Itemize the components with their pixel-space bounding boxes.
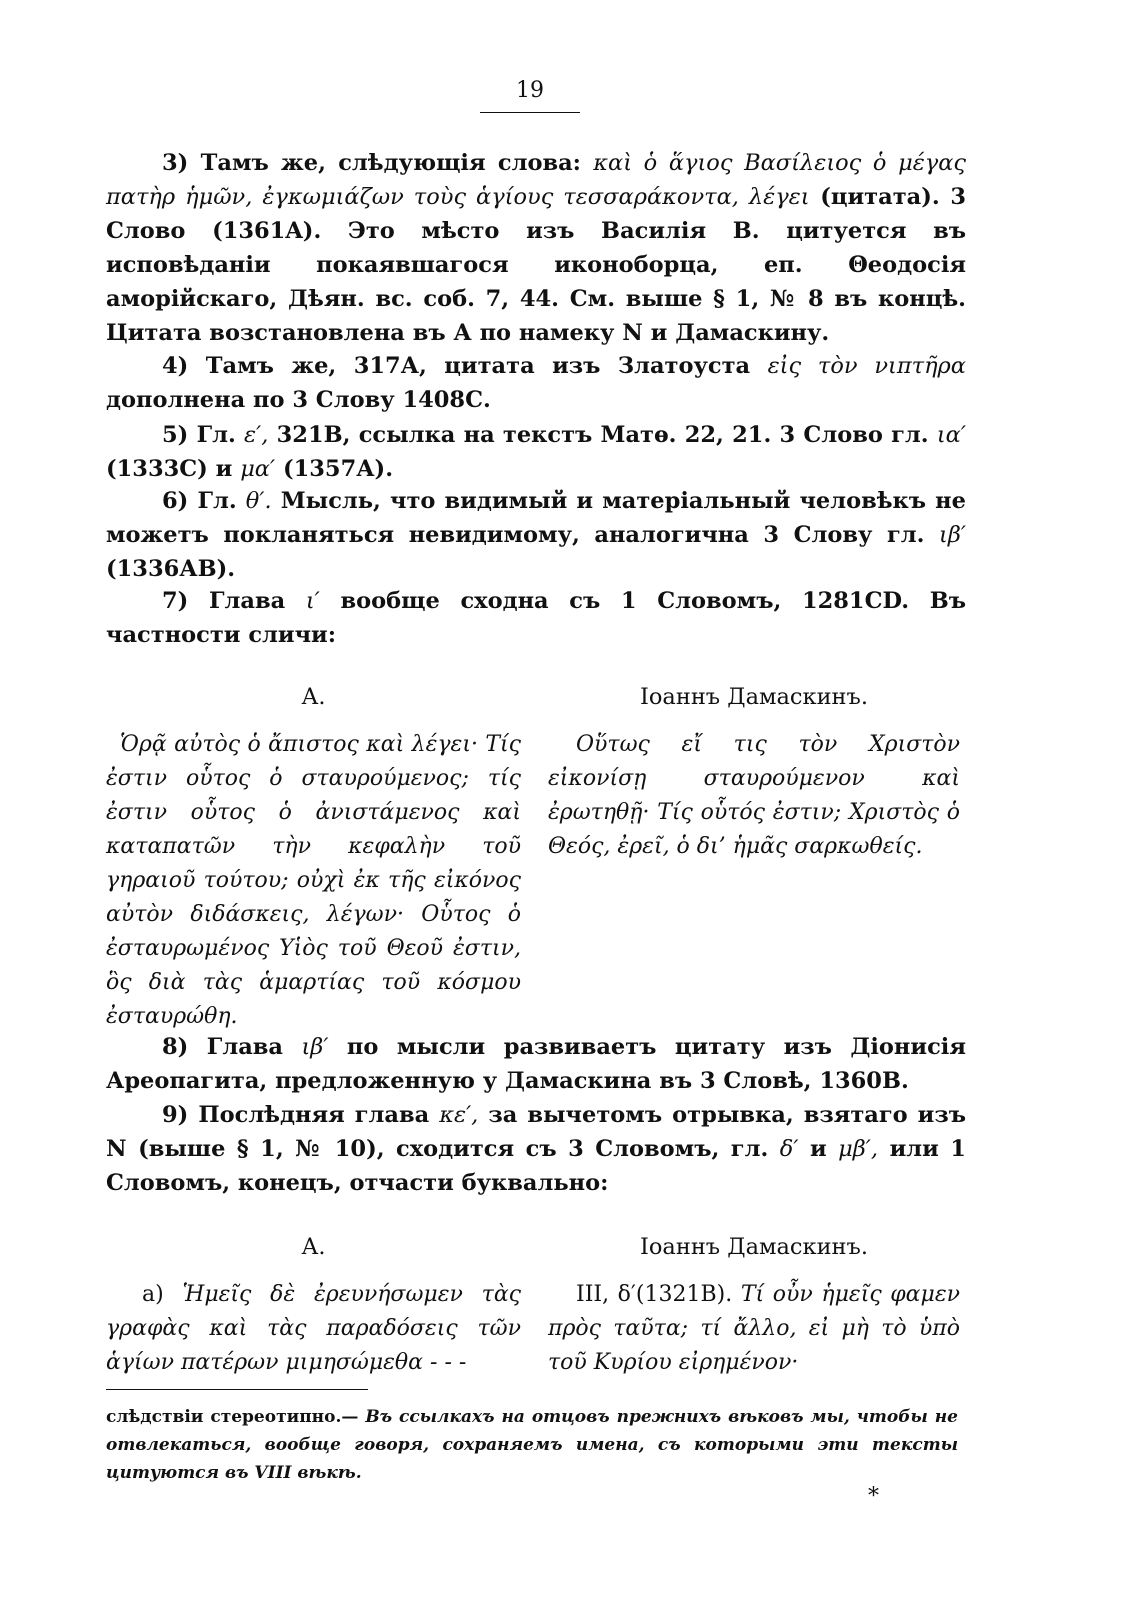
item-3-marker: 3) <box>162 150 189 176</box>
item-6-text-cont-2: (1336АВ). <box>106 556 236 582</box>
footnote-rule <box>106 1389 368 1390</box>
item-6-text: Гл. <box>197 488 237 514</box>
item-3-greek: καὶ ὁ ἅγιος Βασίλειος ὁ μέγας πατὴρ ἡμῶν, ἐγκωμιάζων τοὺς ἁγίους τεσσαράκοντα, λέγει <box>106 150 967 210</box>
item-7-text: Глава <box>208 588 286 614</box>
footnote-lead: слѣдствіи стереотипно.— <box>106 1407 359 1427</box>
compare-2-left-body: Ἡμεῖς δὲ ἐρευνήσωμεν τὰς γραφὰς καὶ τὰς παραδόσεις τῶν ἁγίων πατέρων μιμησώμεθα - - - <box>106 1282 521 1375</box>
item-4-text: Тамъ же, 317А, цитата изъ Златоуста <box>205 353 751 379</box>
compare-1-left-text: Ὁρᾷ αὐτὸς ὁ ἄπιστος καὶ λέγει· Τίς ἐστιν οὗτος ὁ σταυρούμενος; τίς ἐστιν οὗτος ὁ ἀνιστάμενος καὶ καταπατῶν τὴν κεφαλὴν τοῦ γηραιοῦ τούτου; οὐχὶ ἐκ τῆς εἰκόνος αὐτὸν διδάσκεις, λέγων· Οὗτος ὁ ἐσταυρωμένος Υἱὸς τοῦ Θεοῦ ἐστιν, ὃς διὰ τὰς ἁμαρτίας τοῦ κόσμου ἐσταυρώθη. <box>106 732 521 1029</box>
item-5-text-cont-3: (1357А). <box>282 456 394 482</box>
item-8-text: Глава <box>206 1034 283 1060</box>
item-5-greek-2: ια′ <box>936 422 966 448</box>
item-5-text-cont: 321В, ссылка на текстъ Матѳ. 22, 21. 3 Слово гл. <box>276 422 929 448</box>
item-4-greek: εἰς τὸν νιπτῆρα <box>767 353 966 379</box>
item-6-text-cont: Мысль, что видимый и матеріальный человѣкъ не можетъ покланяться невидимому, аналогична 3 Слову гл. <box>106 488 966 548</box>
item-5-text-cont-2: (1333С) и <box>106 456 233 482</box>
signature-mark: * <box>868 1484 879 1509</box>
item-7-marker: 7) <box>162 588 189 614</box>
compare-1-right-text: Οὕτως εἴ τις τὸν Χριστὸν εἰκονίσῃ σταυρούμενον καὶ ἐρωτηθῇ· Τίς οὗτός ἐστιν; Χριστὸς ὁ Θεός, ἐρεῖ, ὁ δι’ ἡμᾶς σαρκωθείς. <box>548 732 960 859</box>
item-8-text-cont: по мысли развиваетъ цитату изъ Діонисія Ареопагита, предложенную у Дамаскина въ 3 Словѣ, 1360В. <box>106 1034 966 1094</box>
footnote-italic: Въ ссылкахъ на отцовъ прежнихъ вѣковъ мы, чтобы не отвлекаться, вообще говоря, сохраняемъ имена, съ которыми эти тексты цитуются въ VIII вѣкѣ. <box>106 1407 958 1483</box>
compare-1-right-heading: Іоаннъ Дамаскинъ. <box>639 684 869 710</box>
item-9-greek: κε′, <box>439 1102 479 1128</box>
item-4 <box>106 349 966 417</box>
item-5 <box>106 418 966 486</box>
item-6-greek-2: ιβ′ <box>939 522 966 548</box>
item-9 <box>106 1098 966 1200</box>
item-7-text-cont: вообще сходна съ 1 Словомъ, 1281CD. Въ частности сличи: <box>106 588 966 648</box>
item-6 <box>106 484 966 586</box>
item-5-greek: ε′, <box>244 422 269 448</box>
compare-1-left-heading: А. <box>301 684 326 710</box>
item-5-marker: 5) <box>162 422 189 448</box>
item-6-marker: 6) <box>162 488 189 514</box>
item-3-text-cont: (цитата). 3 Слово (1361A). Это мѣсто изъ Василія В. цитуется въ исповѣданіи покаявшагося иконоборца, еп. Θеодосія аморійскаго, Дѣян. вс. соб. 7, 44. См. выше § 1, № 8 въ концѣ. Цитата возстановлена въ А по намеку N и Дамаскину. <box>106 184 966 346</box>
item-7 <box>106 584 966 652</box>
item-9-text-cont: за вычетомъ отрывка, взятаго изъ N (выше § 1, № 10), сходится съ 3 Словомъ, гл. <box>106 1102 966 1162</box>
item-8 <box>106 1030 966 1098</box>
item-9-text: Послѣдняя глава <box>198 1102 430 1128</box>
compare-2-left-marker: а) <box>142 1282 164 1307</box>
item-5-greek-3: μα′ <box>240 456 276 482</box>
compare-2-left-heading: А. <box>301 1234 326 1260</box>
compare-2-right-ref: III, δ′(1321B). <box>576 1282 733 1307</box>
compare-2-left-text <box>106 1278 521 1380</box>
item-4-text-cont: дополнена по 3 Слову 1408С. <box>106 387 491 413</box>
footnote <box>106 1403 958 1487</box>
item-8-marker: 8) <box>162 1034 189 1060</box>
item-9-text-cont-2: и <box>809 1136 827 1162</box>
compare-2-right-heading: Іоаннъ Дамаскинъ. <box>639 1234 869 1260</box>
compare-2-right-text <box>548 1278 960 1380</box>
item-9-text-cont-3: или 1 Словомъ, конецъ, отчасти буквально: <box>106 1136 966 1196</box>
item-8-greek: ιβ′ <box>301 1034 329 1060</box>
page-number: 19 <box>516 78 544 103</box>
item-7-greek: ι′ <box>305 588 320 614</box>
item-9-greek-2: δ′ <box>779 1136 799 1162</box>
item-5-text: Гл. <box>196 422 236 448</box>
item-9-marker: 9) <box>162 1102 189 1128</box>
item-3-text: Тамъ же, слѣдующія слова: <box>200 150 581 176</box>
item-6-greek: θ′. <box>245 488 272 514</box>
item-3 <box>106 146 966 350</box>
item-9-greek-3: μβ′, <box>838 1136 879 1162</box>
page-number-rule <box>480 112 580 113</box>
compare-2-right-body: Τί οὖν ἡμεῖς φαμεν πρὸς ταῦτα; τί ἄλλο, εἰ μὴ τὸ ὑπὸ τοῦ Κυρίου εἰρημένον· <box>548 1282 960 1375</box>
item-4-marker: 4) <box>162 353 189 379</box>
